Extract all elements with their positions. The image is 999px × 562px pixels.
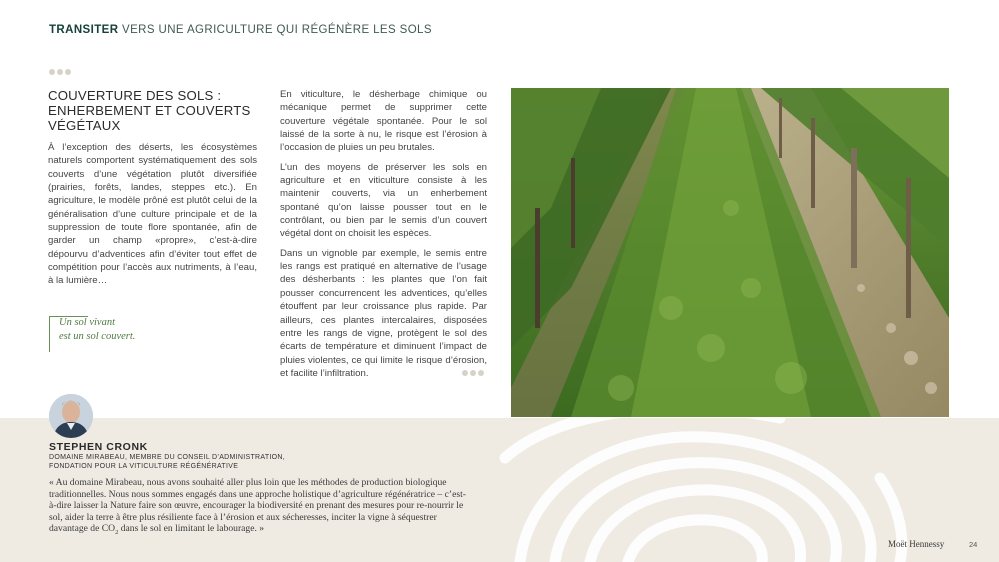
speaker-role-line1: DOMAINE MIRABEAU, MEMBRE DU CONSEIL D’ADMINISTRATION, (49, 454, 286, 461)
column2-paragraph-1: En viticulture, le désherbage chimique ou mécanique permet de supprimer cette couverture végétale spontanée. Pour le sol laissé de la sorte à nu, le risque est l’érosion à l’occasion de pluies un peu brutales. (280, 89, 487, 154)
speaker-avatar (49, 394, 93, 438)
quote-subscript: 2 (115, 528, 119, 536)
column2-paragraph-2: L’un des moyens de préserver les sols en agriculture et en viticulture consiste à les maintenir couverts, via un enherbement spontané qu’on laisse pousser tout en le contrôlant, ou bien par le semis d’un couvert végétal dont on choisit les espèces. (280, 161, 487, 240)
page-number: 24 (969, 540, 978, 549)
quote-text-before: « Au domaine Mirabeau, nous avons souhaité aller plus loin que les méthodes de production biologique traditionnelles. Nous nous sommes engagés dans une approche holistique d’agriculture régénératrice – c’est-à-dire laisser la Nature faire son œuvre, encourager la biodiversité en prenant des mesures pour re-nourrir le sol, aider la terre à être plus résiliente face à l’érosion et aux sécheresses, inciter la vigne à séquestrer davantage de CO (49, 477, 466, 534)
section-title: COUVERTURE DES SOLS : ENHERBEMENT ET COUVERTS VÉGÉTAUX (48, 88, 251, 133)
pull-quote-line2: est un sol couvert. (59, 331, 136, 342)
speaker-name: STEPHEN CRONK (49, 441, 148, 453)
page-header (49, 24, 432, 36)
vineyard-photo (511, 88, 949, 417)
pull-quote-line1: Un sol vivant (59, 317, 115, 328)
decorative-dots-top (49, 69, 71, 75)
column2-paragraph-3: Dans un vignoble par exemple, le semis entre les rangs est pratiqué en alternative de l’usage des désherbants : les plantes que l’on fait pousser concurrencent les adventices, qu’elles étouffent par leur croissance plus rapide. Par ailleurs, ces plantes intercalaires, disposées entre les rangs de vigne, protègent le sol des écarts de température et diminuent l’impact de pluies violentes, ce qui limite le risque d’érosion, et facilite l’infiltration. (280, 247, 487, 379)
testimonial-quote (49, 477, 469, 538)
pull-quote (49, 316, 169, 352)
speaker-role (49, 453, 285, 471)
column2 (280, 88, 487, 386)
brand-logo-text: Moët Hennessy (888, 539, 945, 549)
decorative-dots-bottom (462, 370, 484, 376)
header-bold: TRANSITER (49, 24, 119, 36)
column1-text: À l’exception des déserts, les écosystèmes naturels comportent systématiquement des sols couverts d’une végétation plutôt diversifiée (prairies, forêts, landes, steppes etc.). En agriculture, le modèle prôné est plutôt celui de la généralisation d’une culture principale et de la suppression de toute flore spontanée, afin de garder un champ «propre», c’est-à-dire dépourvu d’adventices afin d’éviter tout effet de compétition pour l’accès aux nutriments, à l’eau, à la lumière… (48, 142, 257, 287)
quote-text-after: dans le sol en limitant le labourage. » (118, 523, 265, 534)
header-subtitle: VERS UNE AGRICULTURE QUI RÉGÉNÈRE LES SOLS (122, 24, 432, 36)
speaker-role-line2: FONDATION POUR LA VITICULTURE RÉGÉNÉRATIVE (49, 463, 239, 470)
